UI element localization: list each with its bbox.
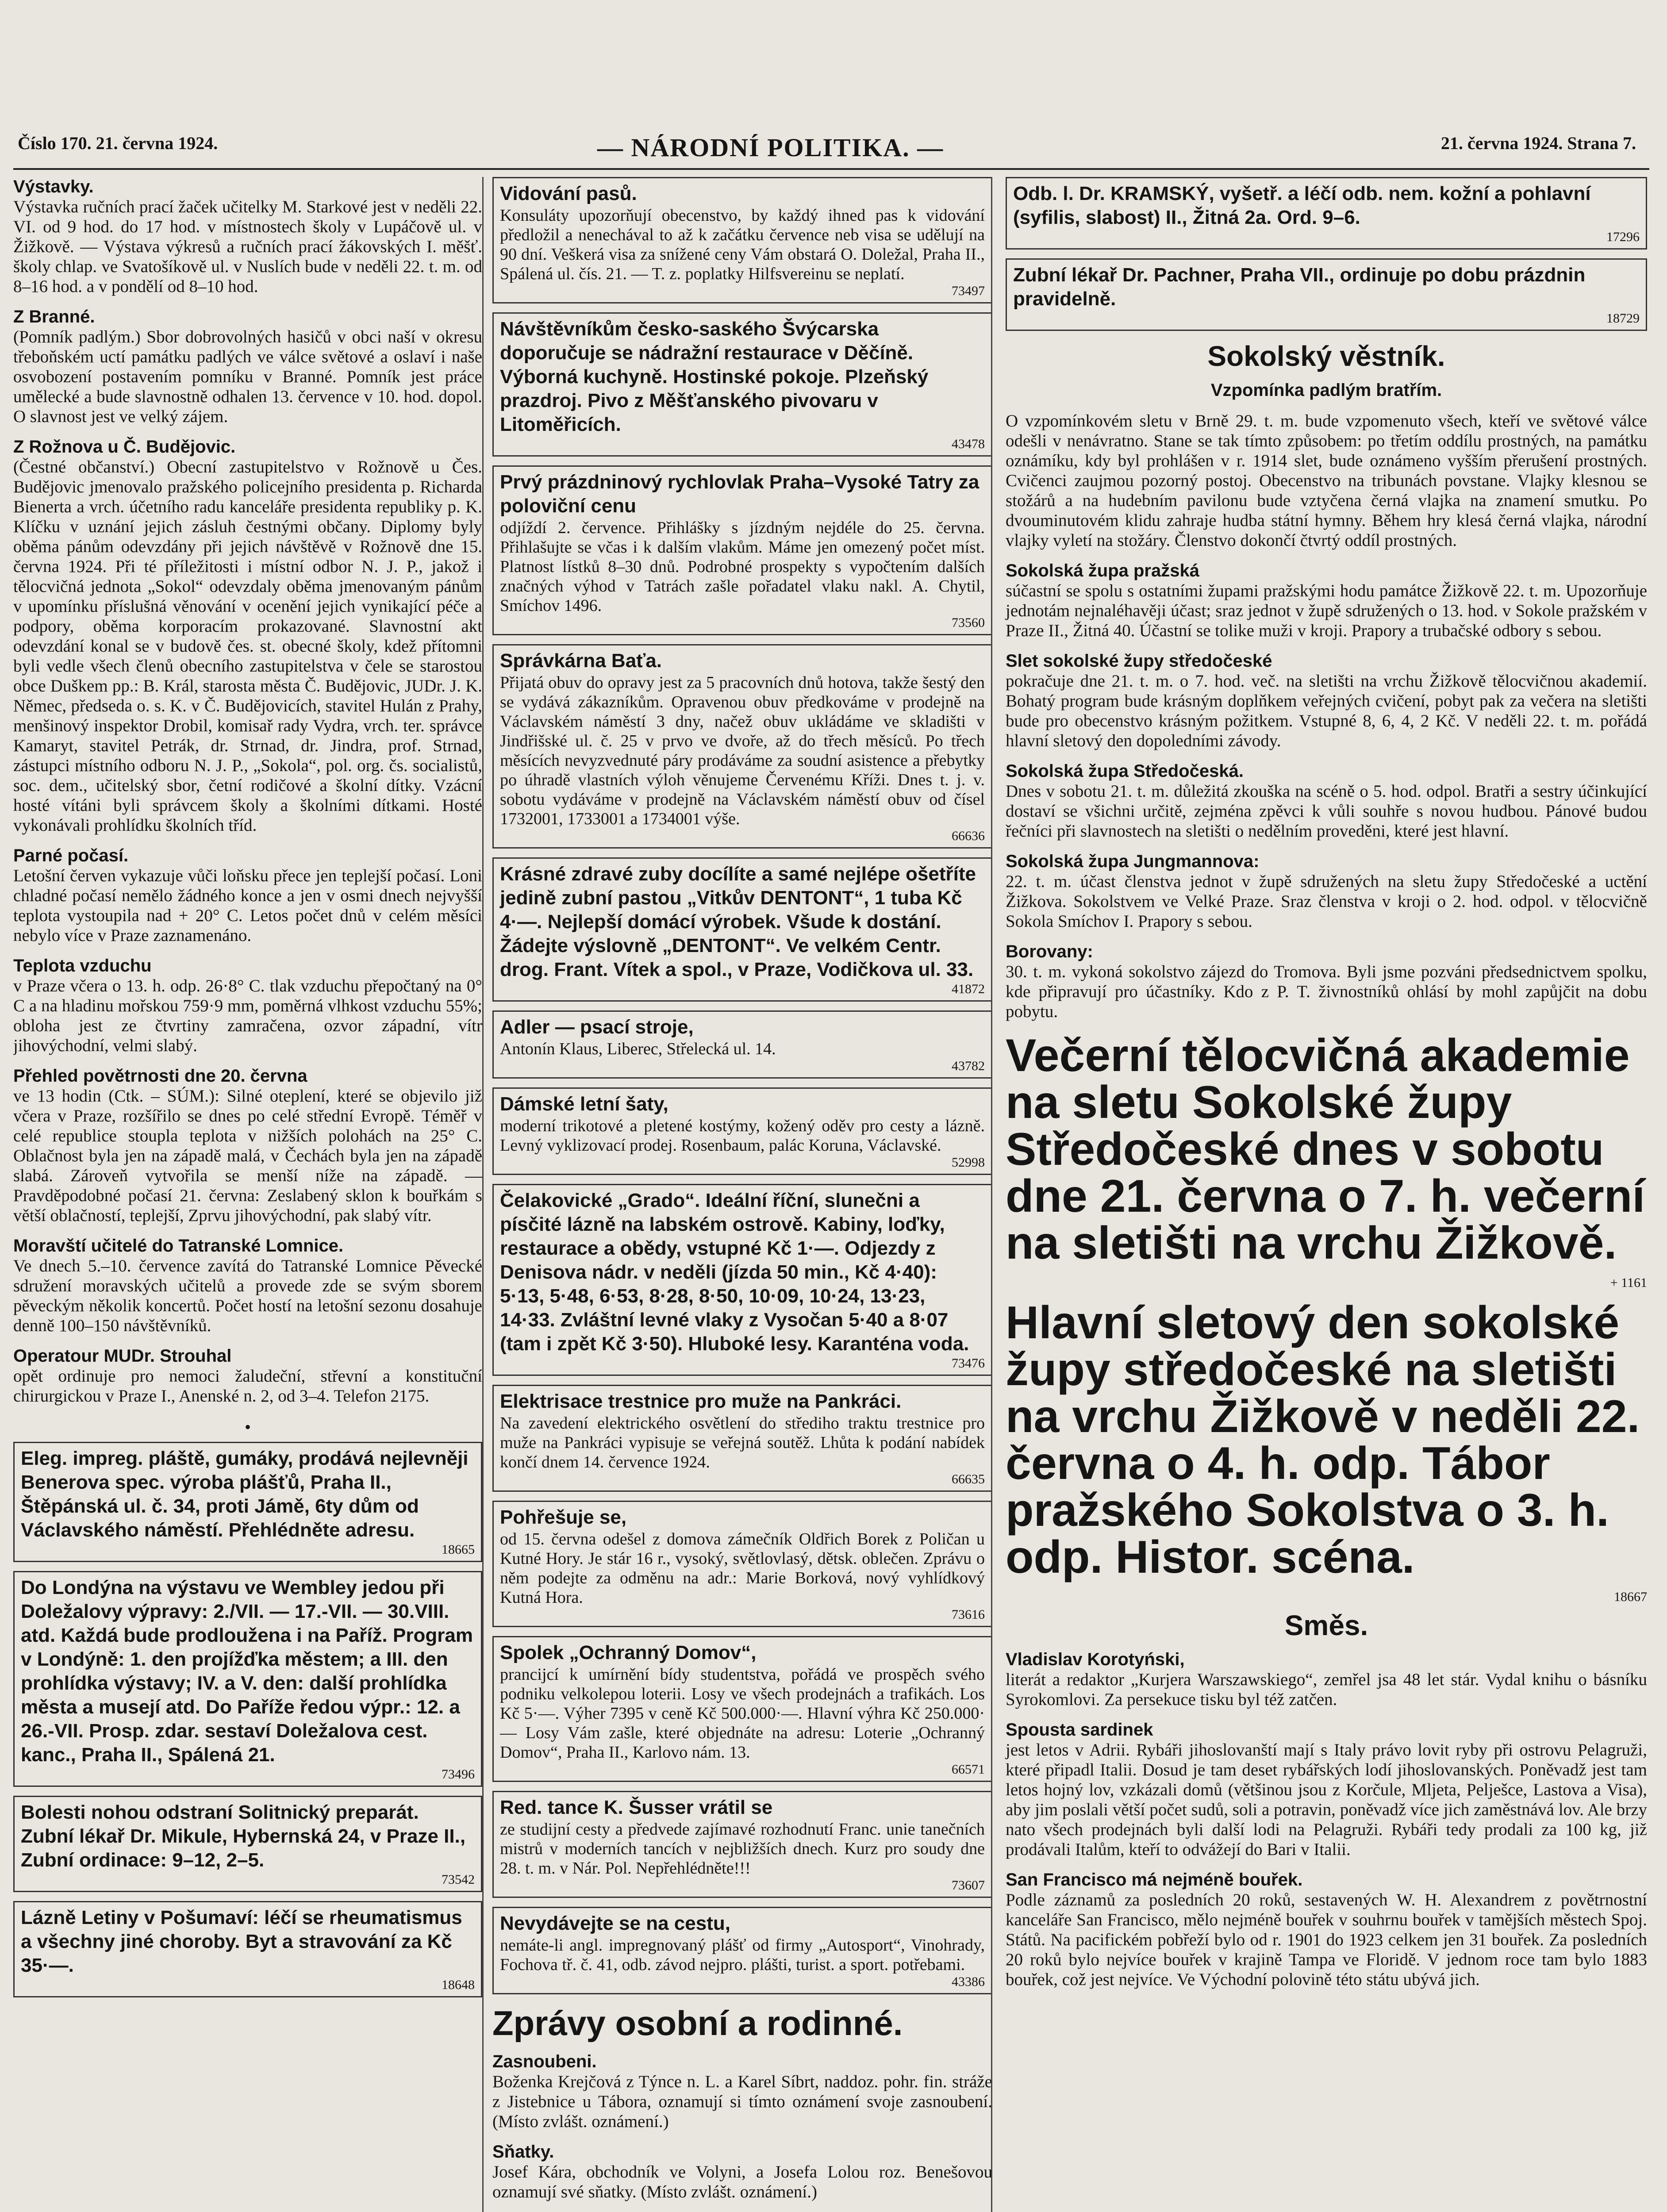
article-heading: Sokolská župa Středočeská. [1006,761,1244,781]
article-text: jest letos v Adrii. Rybáři jihoslovanští mají s Italy právo lovit ryby při ostrovu Pelagruži, které připadl Italii. Dosud je tam deset rybářských lodí jihoslovanských. Poněvadž jest tam letos hojný lov, vzkázali domů (většinou jsou z Korčule, Mljeta, Pelješce, Lastova a Visa), aby jim poslali větší počet sudů, soli a potravin, poněvadž více jich zaměstnává lov. Ale brzy nato všech prodejnách byli další lodi na Pelagruži. Rybáři tedy prodali za 100 kg, již prodávali Italům, kteří to odvážejí do Bari v Italii. [1006,1740,1647,1859]
ad-heading: Nevydávejte se na cestu, [500,1912,730,1934]
article-text: (Pomník padlým.) Sbor dobrovolných hasičů v obci naší v okresu třeboňském uctí památku padlých ve válce světové a oslaví i naše osvobození postavením pomníku v Branné. Pomník jest práce umělecké a bude slavnostně odhalen 13. července v 10. hod. dopol. O slavnost jest ve velký zájem. [13,327,482,426]
advertisement [13,1571,482,1787]
advertisement [492,465,992,635]
article-heading: Borovany: [1006,942,1093,961]
article-heading: Sokolská župa pražská [1006,561,1199,580]
article-heading: Slet sokolské župy středočeské [1006,651,1272,671]
article-heading: Zasnoubeni. [492,2052,597,2071]
ad-code: 66571 [952,1762,985,1777]
article [1006,942,1647,1022]
ad-code: 18667 [1614,1590,1647,1604]
advertisement [492,312,992,457]
ad-code: 41872 [952,982,985,996]
ad-heading: Do Londýna na výstavu ve Wembley jedou při Doležalovy výpravy: 2./VII. — 17.-VII. — 30.VIII. atd. Každá bude prodloužena i na Paříž. Program v Londýně: 1. den projížďka městem; a III. den prohlídka výstavy; IV. a V. den: další prohlídka města a musejí atd. Do Paříže ředou výpr.: 12. a 26.-VII. Prosp. zdar. sestaví Doležalova cest. kanc., Praha II., Spálená 21. [21,1577,473,1766]
column-1 [13,177,482,2212]
page-number: 21. června 1924. Strana 7. [1440,133,1636,153]
article [1006,852,1647,931]
advertisement [13,1796,482,1892]
article-heading: Výstavky. [13,177,94,196]
ad-text: prancijcí k umírnění bídy studentstva, pořádá ve prospěch svého podniku velkolepou loterii. Losy ve všech prodejnách a trafikách. Los Kč 5·—. Výher 7395 v ceně Kč 500.000·—. Hlavní výhra Kč 250.000·— Losy Vám zašle, které objednáte na adresu: Loterie „Ochranný Domov“, Praha II., Karlovo nám. 13. [500,1665,985,1762]
ad-code: 43386 [952,1974,985,1989]
advertisement [492,1010,992,1079]
ad-code: 66636 [952,829,985,843]
ad-heading: Prvý prázdninový rychlovlak Praha–Vysoké Tatry za poloviční cenu [500,471,979,517]
ad-text: nemáte-li angl. impregnovaný plášť od firmy „Autosport“, Vinohrady, Fochova tř. č. 41, odb. závod nejpro. plášti, turist. a sport. potřebami. [500,1936,985,1974]
article-text: 22. t. m. účast členstva jednot v župě sdružených na sletu župy Středočeské a uctění Žižkova. Sokolstvem ve Velké Praze. Sraz členstva v kroji o 2. hod. odpol. v tělocvičně Sokola Smíchov I. Prapory s sebou. [1006,872,1647,931]
article-heading: Moravští učitelé do Tatranské Lomnice. [13,1236,344,1256]
article-heading: Vladislav Korotyński, [1006,1650,1185,1669]
article [13,846,482,945]
sokol-news [1006,411,1647,1022]
ad-heading: Zubní lékař Dr. Pachner, Praha VII., ordinuje po dobu prázdnin pravidelně. [1013,264,1586,310]
article-heading: Přehled povětrnosti dne 20. června [13,1066,307,1086]
ad-text: moderní trikotové a pletené kostýmy, kožený oděv pro cesty a lázně. Levný vyklizovací prodej. Rosenbaum, palác Koruna, Václavské. [500,1117,985,1155]
advertisement [492,1791,992,1898]
ad-code: 73496 [442,1767,475,1782]
article-heading: Sokolská župa Jungmannova: [1006,852,1260,871]
announcement: Večerní tělocvičná akademie na sletu Sokolské župy Středočeské dnes v sobotu dne 21. června o 7. h. večerní na sletišti na vrchu Žižkově. [1006,1030,1645,1269]
ad-code: 73607 [952,1878,985,1893]
ad-code: 73560 [952,615,985,630]
article-text: Ve dnech 5.–10. července zavítá do Tatranské Lomnice Pěvecké sdružení moravských učitelů a provede zde se svým sborem pěveckým několik koncertů. Počet hostí na letošní sezonu dosahuje denně 100–150 návštěvníků. [13,1256,482,1335]
advertisement [492,1385,992,1492]
article [1006,1650,1647,1709]
article [1006,651,1647,751]
advertisement [492,644,992,849]
ad-text: od 15. června odešel z domova zámečník Oldřich Borek z Poličan u Kutné Hory. Je stár 16 r., vysoký, světlovlasý, dětsk. oblečen. Zprávu o něm podejte za odměnu na adr.: Marie Borková, nový vyhlídkový Kutná Hora. [500,1530,985,1607]
advertisement [13,1442,482,1562]
ad-heading: Správkárna Baťa. [500,650,662,672]
column-3 [991,177,1647,2212]
ad-code: 73497 [952,284,985,298]
article [1006,411,1647,550]
article-heading: Z Branné. [13,307,95,326]
article-heading: Teplota vzduchu [13,956,152,975]
section-title-misc: Směs. [1284,1609,1368,1641]
ad-text: Na zavedení elektrického osvětlení do střediho traktu trestnice pro muže na Pankráci vypisuje se veřejná soutěž. Lhůta k podání nabídek končí dnem 14. července 1924. [500,1414,985,1471]
ad-text: odjíždí 2. července. Přihlášky s jízdným nejdéle do 25. června. Přihlašujte se včas i k dalším vlakům. Máme jen omezený počet míst. Platnost lístků 8–30 dnů. Podrobné prospekty s vypočtením dalších značných výhod v Tatrách zašle pořadatel vlaku nakl. A. Chytil, Smíchov 1496. [500,518,985,615]
article [13,437,482,835]
advertisement [1006,258,1647,331]
ad-heading: Eleg. impreg. pláště, gumáky, prodává nejlevněji Benerova spec. výroba plášťů, Praha II., Štěpánská ul. č. 34, proti Jámě, 6ty dům od Václavského náměstí. Přehlédněte adresu. [21,1448,469,1541]
misc-news [1006,1650,1647,1989]
article [492,2142,992,2202]
article-text: pokračuje dne 21. t. m. o 7. hod. več. na sletišti na vrchu Žižkově tělocvičnou akademií. Bohatý program bude krásným doplňkem veřejných cvičení, pobyt pak za večera na sletišti bude pro obecenstvo krásným požitkem. Vstupné 8, 6, 4, 2 Kč. V neděli 22. t. m. pořádá hlavní sletový den dopoledními závody. [1006,672,1647,750]
ad-heading: Návštěvníkům česko-saského Švýcarska doporučuje se nádražní restaurace v Děčíně. Výborná kuchyně. Hostinské pokoje. Plzeňský prazdroj. Pivo z Měšťanského pivovaru v Litoměřicích. [500,318,929,435]
advertisement [492,1636,992,1782]
article-heading: Z Rožnova u Č. Budějovic. [13,437,236,457]
article [1006,761,1647,841]
article-heading: San Francisco má nejméně bouřek. [1006,1870,1303,1889]
article-text: Letošní červen vykazuje vůči loňsku přece jen teplejší počasí. Loni chladné počasí nemělo žádného konce a jen v osmi dnech nejvyšší teplota vystoupila nad + 20° C. Letos počet dnů v celém měsíci nebylo více v Praze zaznamenáno. [13,866,482,945]
ad-code: 17296 [1606,230,1640,244]
ad-heading: Red. tance K. Šusser vrátil se [500,1797,773,1818]
ad-heading: Lázně Letiny v Pošumaví: léčí se rheumatismus a všechny jiné choroby. Byt a stravování za Kč 35·—. [21,1907,462,1976]
ad-heading: Pohřešuje se, [500,1506,627,1528]
ad-code: 66635 [952,1472,985,1486]
article [492,2052,992,2131]
ad-text: ze studijní cesty a předvede zajímavé rozhodnutí Franc. unie tanečních mistrů v moderních tancích v nejbližších dnech. Kurz pro soudy dne 28. t. m. v Nár. Pol. Nepřehlédněte!!! [500,1820,985,1878]
ad-heading: Čelakovické „Grado“. Ideální říční, slunečni a písčité lázně na labském ostrově. Kabiny, loďky, restaurace a obědy, vstupné Kč 1·—. Odjezdy z Denisova nádr. v neděli (jízda 50 min., Kč 4·40): 5·13, 5·48, 6·53, 8·28, 8·50, 10·09, 10·24, 13·23, 14·33. Zvláštní levné vlaky z Vysočan 5·40 a 8·07 (tam i zpět Kč 3·50). Hluboké lesy. Karanténa voda. [500,1190,969,1355]
article [13,1236,482,1336]
column-3-ads [1006,177,1647,331]
personal-news [492,2052,992,2212]
article-text: Boženka Krejčová z Týnce n. L. a Karel Síbrt, naddoz. pohr. fin. stráže z Jistebnice u Tábora, oznamují si tímto oznámení svoje zasnoubení. (Místo zvlášt. oznámení.) [492,2072,992,2131]
article [13,177,482,296]
issue-number: Číslo 170. 21. června 1924. [18,133,218,153]
advertisement [13,1901,482,1997]
article [13,1346,482,1406]
column-1-ads [13,1442,482,1997]
ad-code: 73542 [442,1872,475,1887]
advertisement [492,857,992,1002]
column-2-ads [492,177,992,1994]
advertisement [492,1184,992,1376]
article-text: O vzpomínkovém sletu v Brně 29. t. m. bude vzpomenuto všech, kteří ve světové válce odešli v nenávratno. Stane se tak tímto způsobem: po třetím oddílu prostných, na památku oznámíku, kdy byl prohlášen v r. 1914 slet, bude oznámeno vyšším přerušení prostných. Cvičenci zaujmou pozorný postoj. Obecenstvo na tribunách povstane. Vlajky klesnou se stožárů a na hudebním pavilonu bude vztyčena černá vlajka na znamení smutku. Po dvouminutovém klidu zahraje hudba státní hymny. Během hry klesá černá vlajka, národní vlajky vyletí na stožáry. Členstvo dokončí čtvrtý oddíl prostných. [1006,411,1647,550]
ad-heading: Adler — psací stroje, [500,1016,694,1038]
page-header [0,133,1667,181]
ad-heading: Bolesti nohou odstraní Solitnický preparát. Zubní lékař Dr. Mikule, Hybernská 24, v Praze II., Zubní ordinace: 9–12, 2–5. [21,1801,466,1871]
newspaper-title: — NÁRODNÍ POLITIKA. — [597,133,944,162]
ad-text: Konsuláty upozorňují obecenstvo, by každý ihned pas k vidování předložil a nenechával to až k začátku července neb visa se udělují na 90 dní. Veškerá visa za snížené ceny Vám obstará O. Doležal, Praha II., Spálená ul. čís. 21. — T. z. poplatky Hilfsvereinu se neplatí. [500,206,985,283]
article-heading: Operatour MUDr. Strouhal [13,1346,232,1366]
advertisement [1006,177,1647,250]
announcement: Hlavní sletový den sokolské župy středočeské na sletišti na vrchu Žižkově v neděli 22. června o 4. h. odp. Tábor pražského Sokolstva o 3. h. odp. Histor. scéna. [1006,1297,1640,1583]
section-title-personal: Zprávy osobní a rodinné. [492,2004,903,2043]
article [1006,1870,1647,1989]
article-text: Josef Kára, obchodník ve Volyni, a Josefa Lolou roz. Benešovou oznamují své sňatky. (Místo zvlášt. oznámení.) [492,2162,992,2201]
ad-code: 18665 [442,1542,475,1557]
article-text: Výstavka ručních prací žaček učitelky M. Starkové jest v neděli 22. VI. od 9 hod. do 17 hod. v místnostech školy v Lupáčově ul. v Žižkově. — Výstava výkresů a ručních prací žákovských I. měšť. školy chlap. ve Svatošíkově ul. v Nuslích bude v neděli 22. t. m. od 8–16 hod. a v pondělí od 8–10 hod. [13,197,482,296]
article-text: Dnes v sobotu 21. t. m. důležitá zkouška na scéně o 5. hod. odpol. Bratři a sestry účinkující dostaví se všichni určitě, zejména zpěvci k vůli souhře s novou hudbou. Pánové budou řečníci při slavnostech na sletišti o nedělním proveděni, které jest hlavní. [1006,782,1647,841]
article-text: opět ordinuje pro nemoci žaludeční, střevní a konstituční chirurgickou v Praze I., Anenské n. 2, od 3–4. Telefon 2175. [13,1367,482,1406]
article-text: literát a redaktor „Kurjera Warszawskiego“, zemřel jsa 48 let stár. Vydal knihu o básníku Syrokomlovi. Za persekuce tisku byl též zatčen. [1006,1670,1647,1709]
header-rule [13,168,1649,170]
ad-code: 52998 [952,1155,985,1170]
ad-code: 18729 [1606,311,1640,326]
advertisement [492,1087,992,1175]
article-text: 30. t. m. vykoná sokolstvo zájezd do Tromova. Byli jsme pozváni předsednictvem spolku, kde připravují pro účastníky. Kdo z P. T. živnostníků ohlásí by mohl zapůjčit na dobu pobytu. [1006,962,1647,1021]
article-heading: Spousta sardinek [1006,1720,1153,1740]
article-heading: Sňatky. [492,2142,554,2162]
ad-text: Antonín Klaus, Liberec, Střelecká ul. 14. [500,1040,776,1058]
ad-code: 43782 [952,1059,985,1073]
article-text: v Praze včera o 13. h. odp. 26·8° C. tlak vzduchu přepočtaný na 0° C a na hladinu mořskou 759·9 mm, poměrná vlhkost vzduchu 55%; obloha jest ze čtvrtiny zamračena, ozvor západní, vítr jihovýchodní, velmi slabý. [13,976,482,1055]
article-text: ve 13 hodin (Ctk. – SÚM.): Silné oteplení, které se objevilo již včera v Praze, rozšířilo se dnes po celé střední Evropě. Téměř v celé republice stoupla teplota v nižších polohách na 25° C. Oblačnost byla jen na západě malá, v Čechách byla jen na západě slabá. Zároveň vytvořila se menší níže na západě. — Pravděpodobné počasí 21. června: Zeslabený sklon k bouřkám s větší oblačností, teplejší, Zprvu jihovýchodní, pak slabý vítr. [13,1087,482,1225]
article-text: (Čestné občanství.) Obecní zastupitelstvo v Rožnově u Čes. Budějovic jmenovalo pražského policejního presidenta p. Richarda Bienerta a vrch. účetního radu kanceláře presidenta republiky p. K. Klíčku v uznání jejich zásluh čestnými občany. Diplomy byly oběma pánům odevzdány při jejich návštěvě v Rožnově dne 15. června 1924. Při té příležitosti i místní odbor N. J. P., jakož i tělocvičná jednota „Sokol“ odevzdaly oběma jmenovaným pánům v upomínku příslušná věnování v ocenění jejich vynikající péče a podpory, oběma korporacím prokazované. Slavnostní akt odevzdání konal se v budově čes. st. obecné školy, kdež přítomni byli vedle všech členů obecního zastupitelstva v čele se starostou obce Duškem pp.: B. Král, starosta města Č. Budějovic, JUDr. J. K. Němec, předseda o. s. K. v Č. Budějovicích, stavitel Hulán z Prahy, menšinový inspektor Drobil, komisař rady Vydra, vrch. ter. správce Kamaryt, stavitel Petrák, dr. Strnad, dr. Jindra, prof. Strnad, zástupci místního odboru N. J. P., „Sokola“, pol. org. čs. socialistů, soc. dem., učitelský sbor, četní rodičové a školní dítky. Vzácní hosté vítáni byli správcem školy a školními dítkami. Hosté vykonávali prohlídku školních tříd. [13,457,482,835]
sokol-announcements [1006,1032,1647,1605]
ad-heading: Vidování pasů. [500,183,637,204]
advertisement [492,177,992,303]
ad-code: 73616 [952,1607,985,1622]
ad-text: Přijatá obuv do opravy jest za 5 pracovních dnů hotova, takže šestý den se vydává zákazníkům. Opravenou obuv předkováme v prodejně na Václavském náměstí 3 dny, načež obuv ukládáme ve skladišti v Jindřišské ul. č. 25 v prvo ve dvoře, až do třech měsíců. Po třech měsících nevyzvednuté páry prodáváme za soudní asistence a přebytky po úhradě vlastních výloh věnujeme Červenému Kříži. Dnes t. j. v. sobotu vydáváme v prodejně na Václavském náměstí obuv od čísel 1732001, 1733001 a 1734001 výše. [500,673,985,828]
article [13,956,482,1056]
article-text: súčastní se spolu s ostatními župami pražskými hodu památce Žižkově 22. t. m. Upozorňuje jednotám nejnaléhavěji účast; sraz jednot v župě sdružených o 13. hod. v Sokole pražském v Praze II., Žitná 40. Účastní se tolike muži v kroji. Prapory a trubačské odbory s sebou. [1006,581,1647,640]
advertisement [492,1907,992,1994]
ad-code: + 1161 [1610,1275,1647,1290]
article-heading: Parné počasí. [13,846,129,865]
ad-heading: Elektrisace trestnice pro muže na Pankráci. [500,1390,902,1412]
section-title-sokol: Sokolský věstník. [1207,340,1445,372]
article [1006,1720,1647,1859]
article [1006,561,1647,641]
section-subtitle: Vzpomínka padlým bratřím. [1210,380,1442,400]
advertisement [492,1501,992,1627]
column-2 [482,177,992,2212]
article [13,307,482,426]
ad-heading: Odb. l. Dr. KRAMSKÝ, vyšetř. a léčí odb. nem. kožní a pohlavní (syfilis, slabost) II., Žitná 2a. Ord. 9–6. [1013,183,1591,228]
ad-heading: Dámské letní šaty, [500,1093,668,1115]
ad-code: 43478 [952,437,985,451]
article [13,1066,482,1225]
separator: • [244,1417,251,1437]
ad-heading: Spolek „Ochranný Domov“, [500,1642,757,1663]
ad-heading: Krásné zdravé zuby docílíte a samé nejlépe ošetříte jedině zubní pastou „Vitkův DENTONT“, 1 tuba Kč 4·—. Nejlepší domácí výrobek. Všude k dostání. Žádejte výslovně „DENTONT“. Ve velkém Centr. drog. Frant. Vítek a spol., v Praze, Vodičkova ul. 33. [500,863,976,980]
ad-code: 73476 [952,1356,985,1371]
column-1-articles [13,177,482,1406]
ad-code: 18648 [442,1978,475,1992]
article-text: Podle záznamů za posledních 20 roků, sestavených W. H. Alexandrem z povětrnostní kanceláře San Francisco, mělo nejméně bouřek v souhrnu bouřek v tamějších městech Spoj. Států. Na pacifickém pobřeží bylo od r. 1901 do 1923 celkem jen 31 bouřek. Za posledních 20 roků bylo nejvíce bouřek v krajině Tampa ve Floridě. V jednom roce tam bylo 1883 bouřek, což jest nejvíce. Ve Východní polovině této státu ubývá jich. [1006,1890,1647,1989]
